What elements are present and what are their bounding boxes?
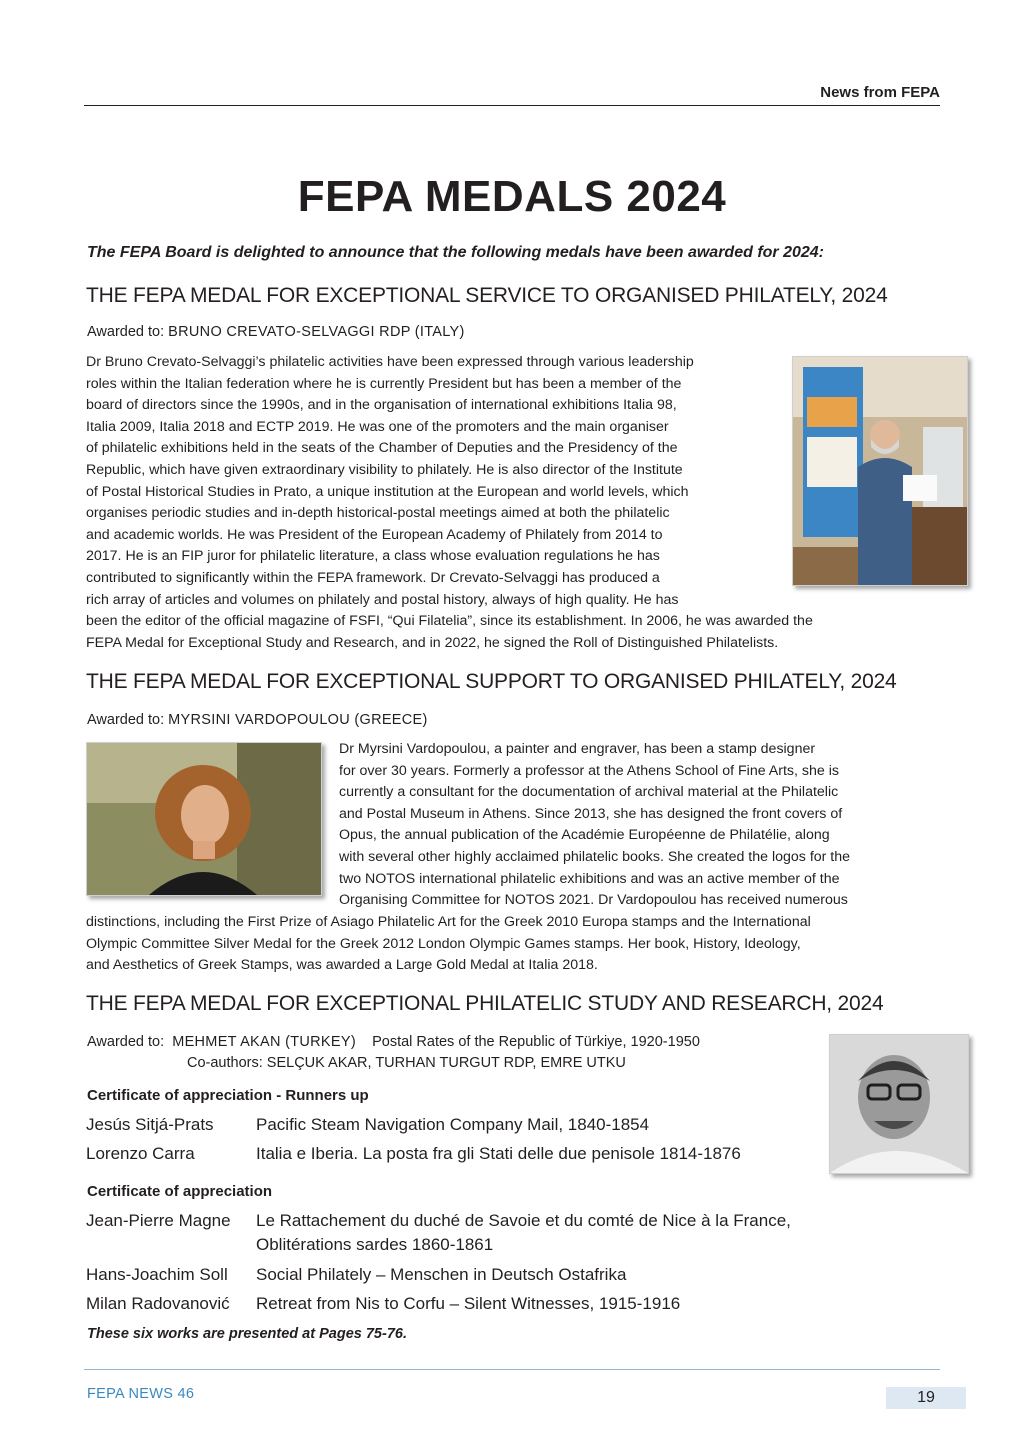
running-header: News from FEPA: [820, 84, 940, 101]
photo-myrsini-vardopoulou: [86, 742, 322, 896]
author-name: Hans-Joachim Soll: [86, 1265, 228, 1284]
service-medal-body-wide: [86, 611, 940, 654]
body-line: Republic, which have given extraordinary visibility to philately. He is also director of the Institute: [86, 461, 683, 478]
body-line: Opus, the annual publication of the Académie Européenne de Philatélie, along: [339, 827, 830, 844]
service-medal-heading: THE FEPA MEDAL FOR EXCEPTIONAL SERVICE TO ORGANISED PHILATELY, 2024: [86, 284, 888, 307]
body-line: Olympic Committee Silver Medal for the Greek 2012 London Olympic Games stamps. Her book, History, Ideology,: [86, 935, 801, 952]
body-line: distinctions, including the First Prize of Asiago Philatelic Art for the Greek 2010 Europa stamps and the International: [86, 914, 811, 930]
body-line: and academic worlds. He was President of the European Academy of Philately from 2014 to: [86, 526, 663, 543]
photo-mehmet-akan: [829, 1034, 969, 1174]
author-name: Jesús Sitjá-Prats: [86, 1115, 214, 1134]
work-title-continued: Oblitérations sardes 1860-1861: [256, 1235, 494, 1254]
header-divider: [84, 105, 940, 106]
body-line: been the editor of the official magazine of FSFI, “Qui Filatelia”, since its establishment. In 2006, he was awarded the: [86, 613, 813, 629]
photo-bruno-crevato-selvaggi: [792, 356, 968, 586]
list-item: [86, 1211, 791, 1231]
body-line: FEPA Medal for Exceptional Study and Research, and in 2022, he signed the Roll of Distinguished Philatelists.: [86, 634, 779, 651]
body-line: Dr Bruno Crevato-Selvaggi’s philatelic activities have been expressed through various leadership: [86, 354, 694, 370]
body-line: and Aesthetics of Greek Stamps, was awarded a Large Gold Medal at Italia 2018.: [86, 957, 598, 974]
body-line: of Postal Historical Studies in Prato, a unique institution at the European and world levels, which: [86, 483, 689, 500]
body-line: and Postal Museum in Athens. Since 2013, she has designed the front covers of: [339, 805, 843, 822]
support-medal-awardee: [87, 712, 428, 728]
closing-note: These six works are presented at Pages 75-76.: [87, 1326, 407, 1342]
body-line: 2017. He is an FIP juror for philatelic literature, a class whose evaluation regulations he has: [86, 548, 660, 565]
speaker-photo-icon: [793, 357, 967, 585]
intro-text: The FEPA Board is delighted to announce that the following medals have been awarded for 2024:: [87, 244, 825, 261]
author-name: Jean-Pierre Magne: [86, 1211, 231, 1230]
list-item: [86, 1265, 626, 1285]
footer-publication: FEPA NEWS 46: [87, 1386, 195, 1402]
body-line: Dr Myrsini Vardopoulou, a painter and engraver, has been a stamp designer: [339, 741, 816, 757]
runners-up-heading: Certificate of appreciation - Runners up: [87, 1087, 369, 1104]
page-title: FEPA MEDALS 2024: [297, 172, 727, 221]
body-line: roles within the Italian federation where he is currently President but has been a member of the: [86, 375, 682, 392]
support-medal-heading: THE FEPA MEDAL FOR EXCEPTIONAL SUPPORT TO ORGANISED PHILATELY, 2024: [86, 670, 897, 693]
portrait-photo-icon: [830, 1035, 968, 1173]
awarded-work: Postal Rates of the Republic of Türkiye, 1920-1950: [372, 1034, 700, 1050]
page-number: 19: [886, 1387, 966, 1409]
author-name: Milan Radovanović: [86, 1294, 230, 1313]
list-item: [86, 1115, 649, 1135]
work-title: Retreat from Nis to Corfu – Silent Witnesses, 1915-1916: [256, 1294, 681, 1313]
list-item: [86, 1294, 680, 1314]
body-line: rich array of articles and volumes on philately and postal history, always of high quality. He has: [86, 591, 679, 608]
research-medal-coauthors: Co-authors: SELÇUK AKAR, TURHAN TURGUT RDP, EMRE UTKU: [187, 1055, 626, 1071]
work-title: Social Philately – Menschen in Deutsch Ostafrika: [256, 1265, 627, 1284]
body-line: contributed to significantly within the FEPA framework. Dr Crevato-Selvaggi has produced a: [86, 569, 660, 586]
body-line: two NOTOS international philatelic exhibitions and was an active member of the: [339, 870, 840, 887]
research-medal-heading: THE FEPA MEDAL FOR EXCEPTIONAL PHILATELIC STUDY AND RESEARCH, 2024: [86, 992, 884, 1015]
awardee-name: BRUNO CREVATO-SELVAGGI RDP (ITALY): [168, 324, 465, 340]
body-line: for over 30 years. Formerly a professor at the Athens School of Fine Arts, she is: [339, 762, 839, 779]
work-title: Le Rattachement du duché de Savoie et du comté de Nice à la France,: [256, 1211, 791, 1230]
body-line: board of directors since the 1990s, and in the organisation of international exhibitions Italia 98,: [86, 397, 677, 414]
awarded-label: Awarded to:: [87, 324, 165, 340]
support-medal-body: [339, 739, 939, 912]
service-medal-body: [86, 352, 770, 611]
footer-divider: [84, 1369, 940, 1370]
body-line: Organising Committee for NOTOS 2021. Dr Vardopoulou has received numerous: [339, 892, 848, 909]
awardee-name: MYRSINI VARDOPOULOU (GREECE): [168, 712, 428, 728]
work-title: Italia e Iberia. La posta fra gli Stati delle due penisole 1814-1876: [256, 1144, 741, 1163]
awardee-name: MEHMET AKAN (TURKEY): [172, 1034, 356, 1050]
author-name: Lorenzo Carra: [86, 1144, 195, 1163]
body-line: currently a consultant for the documentation of archival material at the Philatelic: [339, 784, 839, 801]
body-line: organises periodic studies and in-depth historical-postal meetings aimed at both the philatelic: [86, 505, 670, 522]
service-medal-awardee: [87, 324, 465, 340]
body-line: of philatelic exhibitions held in the seats of the Chamber of Deputies and the Presidency of the: [86, 440, 678, 457]
awarded-label: Awarded to:: [87, 712, 165, 728]
list-item: [86, 1144, 741, 1164]
portrait-photo-icon: [87, 743, 321, 895]
work-title: Pacific Steam Navigation Company Mail, 1840-1854: [256, 1115, 650, 1134]
appreciation-heading: Certificate of appreciation: [87, 1183, 273, 1200]
body-line: Italia 2009, Italia 2018 and ECTP 2019. He was one of the promoters and the main organiser: [86, 418, 669, 435]
support-medal-body-wide: [86, 912, 940, 977]
awarded-label: Awarded to:: [87, 1034, 165, 1050]
body-line: with several other highly acclaimed philatelic books. She created the logos for the: [339, 848, 851, 865]
research-medal-awardee: [87, 1034, 700, 1050]
